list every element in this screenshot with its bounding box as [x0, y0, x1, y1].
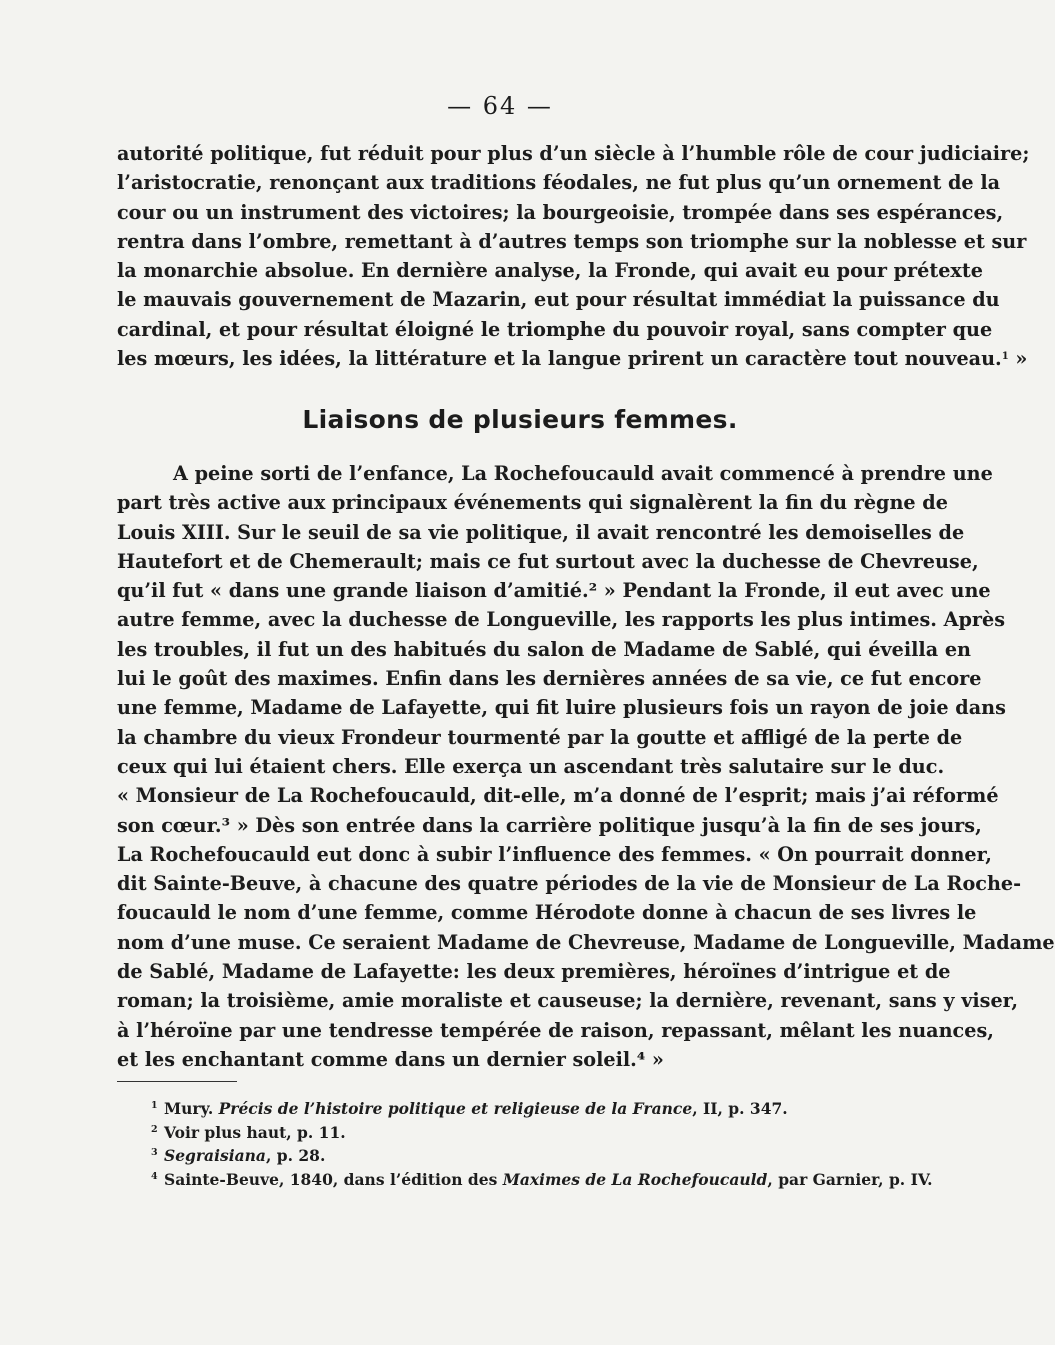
- text-line: dit Sainte-Beuve, à chacune des quatre périodes de la vie de Monsieur de La Roche-: [117, 872, 1022, 896]
- footnotes: [151, 1097, 933, 1191]
- text-line: rentra dans l’ombre, remettant à d’autres temps son triomphe sur la noblesse et sur: [117, 229, 1027, 253]
- text-line: son cœur.³ » Dès son entrée dans la carrière politique jusqu’à la fin de ses jours,: [117, 813, 982, 837]
- text-line: l’aristocratie, renonçant aux traditions féodales, ne fut plus qu’un ornement de la: [117, 171, 1001, 195]
- footnote-title: Maximes de La Rochefoucauld: [502, 1169, 768, 1189]
- footnote-text: , II, p. 347.: [692, 1099, 788, 1118]
- closing-quote: »: [1008, 347, 1028, 371]
- text-line: ceux qui lui étaient chers. Elle exerça un ascendant très salutaire sur le duc.: [117, 754, 945, 778]
- text-line: La Rochefoucauld eut donc à subir l’influence des femmes. « On pourrait donner,: [117, 842, 992, 866]
- footnote-2: [151, 1121, 924, 1145]
- text-line: A peine sorti de l’enfance, La Rochefoucauld avait commencé à prendre une: [173, 462, 993, 485]
- footnote-1: [151, 1097, 924, 1121]
- text-line: part très active aux principaux événements qui signalèrent la fin du règne de: [117, 491, 948, 515]
- footnote-3: [151, 1144, 924, 1168]
- text-line: Louis XIII. Sur le seuil de sa vie politique, il avait rencontré les demoiselles de: [117, 520, 965, 544]
- text-line: foucauld le nom d’une femme, comme Hérodote donne à chacun de ses livres le: [117, 901, 977, 925]
- text-line: les mœurs, les idées, la littérature et la langue prirent un caractère tout nouveau.: [117, 347, 1002, 371]
- footnote-text: Mury.: [164, 1099, 219, 1118]
- text-line: roman; la troisième, amie moraliste et causeuse; la dernière, revenant, sans y viser,: [117, 989, 1019, 1013]
- text-line: « Monsieur de La Rochefoucauld, dit-elle, m’a donné de l’esprit; mais j’ai réformé: [117, 784, 999, 808]
- footnote-ref: 1: [1001, 351, 1009, 363]
- footnote-text: Voir plus haut, p. 11.: [164, 1122, 346, 1142]
- paragraph-1: [117, 139, 1030, 373]
- text-line: la monarchie absolue. En dernière analyse, la Fronde, qui avait eu pour prétexte: [117, 259, 983, 283]
- footnote-title: Segraisiana: [164, 1146, 266, 1165]
- section-heading: Liaisons de plusieurs femmes.: [302, 405, 738, 434]
- footnote-number: 3: [151, 1147, 158, 1158]
- text-line: les troubles, il fut un des habitués du salon de Madame de Sablé, qui éveilla en: [117, 637, 971, 661]
- text-line: Hautefort et de Chemerault; mais ce fut surtout avec la duchesse de Chevreuse,: [117, 549, 979, 573]
- footnote-text: Sainte-Beuve, 1840, dans l’édition des: [164, 1169, 503, 1189]
- text-line: qu’il fut « dans une grande liaison d’amitié.² » Pendant la Fronde, il eut avec une: [117, 579, 991, 603]
- text-line-final: [117, 344, 1028, 373]
- text-line: la chambre du vieux Frondeur tourmenté par la goutte et affligé de la perte de: [117, 725, 963, 749]
- text-line: le mauvais gouvernement de Mazarin, eut pour résultat immédiat la puissance du: [117, 288, 1000, 312]
- footnote-text: , p. 28.: [265, 1146, 326, 1165]
- text-line: nom d’une muse. Ce seraient Madame de Chevreuse, Madame de Longueville, Madame: [117, 930, 1055, 954]
- text-line: une femme, Madame de Lafayette, qui fit luire plusieurs fois un rayon de joie dans: [117, 696, 1006, 720]
- footnote-number: 2: [151, 1123, 158, 1135]
- text-line: cardinal, et pour résultat éloigné le triomphe du pouvoir royal, sans compter que: [117, 317, 993, 341]
- text-line: à l’héroïne par une tendresse tempérée de raison, repassant, mêlant les nuances,: [117, 1018, 994, 1042]
- page-number: — 64 —: [447, 92, 553, 120]
- text-line: autorité politique, fut réduit pour plus d’un siècle à l’humble rôle de cour judiciaire;: [117, 142, 1030, 165]
- text-line: lui le goût des maximes. Enfin dans les dernières années de sa vie, ce fut encore: [117, 667, 982, 691]
- footnote-text: , par Garnier, p. IV.: [767, 1169, 933, 1189]
- paragraph-2: [117, 459, 1055, 1074]
- text-line: de Sablé, Madame de Lafayette: les deux premières, héroïnes d’intrigue et de: [117, 960, 951, 984]
- footnote-number: 1: [151, 1100, 158, 1111]
- footnote-divider: [117, 1081, 237, 1082]
- text-line: cour ou un instrument des victoires; la bourgeoisie, trompée dans ses espérances,: [117, 200, 1004, 224]
- text-line: autre femme, avec la duchesse de Longueville, les rapports les plus intimes. Après: [117, 608, 1006, 632]
- footnote-4: [151, 1168, 933, 1192]
- footnote-number: 4: [151, 1170, 158, 1182]
- footnote-title: Précis de l’histoire politique et religieuse de la France: [218, 1099, 693, 1118]
- text-line: et les enchantant comme dans un dernier soleil.⁴ »: [117, 1047, 664, 1071]
